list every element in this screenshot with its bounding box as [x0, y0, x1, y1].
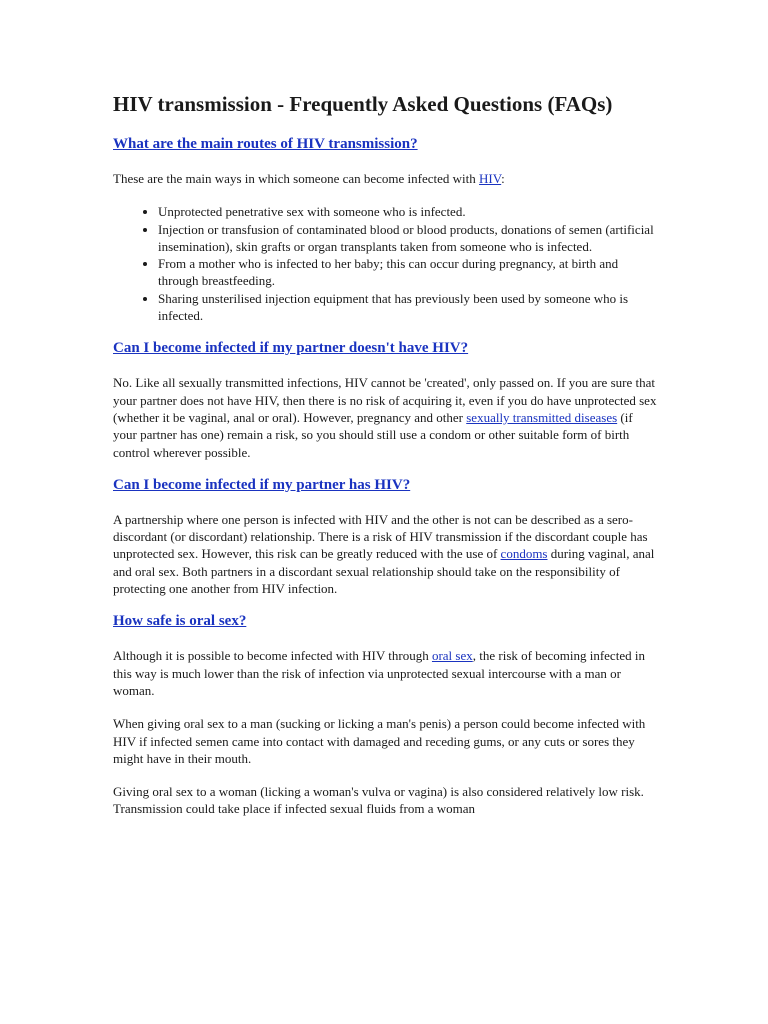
page-title: HIV transmission - Frequently Asked Questions (FAQs) [113, 92, 613, 116]
faq-section-routes [113, 134, 658, 324]
faq-section-negative-partner [113, 338, 658, 460]
answer-text: Although it is possible to become infected with HIV through [113, 648, 432, 664]
negative-partner-answer [113, 374, 658, 460]
routes-list [113, 203, 658, 324]
routes-intro-colon: : [501, 171, 505, 186]
faq-heading-negative-partner[interactable]: Can I become infected if my partner doesn't have HIV? [113, 340, 469, 357]
faq-heading-routes[interactable]: What are the main routes of HIV transmission? [113, 136, 418, 152]
answer-text-end: (if your partner has one) remain a risk, so you should still use a condom or other suitable form of birth control wherever possible. [113, 409, 633, 460]
routes-intro [113, 170, 658, 187]
routes-intro-text: These are the main ways in which someone can become infected with [113, 171, 480, 186]
positive-partner-answer [113, 511, 658, 597]
list-item: • Injection or transfusion of contaminated blood or blood products, donations of semen (artificial insemination), skin grafts or organ transplants taken from someone who is infected. [158, 221, 658, 256]
answer-text: A partnership where one person is infected with HIV and the other is not can be described as a sero-discordant (or discordant) relationship. There is a risk of HIV transmission if the discordant couple has unprotected sex. However, this risk can be greatly reduced with the use of [113, 511, 648, 562]
faq-heading-oral-sex[interactable]: How safe is oral sex? [113, 613, 247, 630]
std-link[interactable]: sexually transmitted diseases [466, 409, 618, 425]
answer-text: No. Like all sexually transmitted infections, HIV cannot be 'created', only passed on. If you are sure that your partner does not have HIV, then there is no risk of acquiring it, even if you do have unprotected sex (whether it be vaginal, anal or oral). However, pregnancy and other [113, 375, 657, 425]
condoms-link[interactable]: condoms [500, 546, 548, 562]
faq-section-positive-partner [113, 475, 658, 597]
oral-sex-answer-3: Giving oral sex to a woman (licking a woman's vulva or vagina) is also considered relatively low risk. Transmission could take place if infected sexual fluids from a woman [113, 784, 644, 817]
answer-text-end: during vaginal, anal and oral sex. Both partners in a discordant sexual relationship should take on the responsibility of protecting one another from HIV infection. [113, 546, 655, 597]
list-item: • From a mother who is infected to her baby; this can occur during pregnancy, at birth and through breastfeeding. [158, 255, 658, 290]
list-item: • Sharing unsterilised injection equipment that has previously been used by someone who is infected. [158, 290, 658, 325]
list-item: • Unprotected penetrative sex with someone who is infected. [158, 203, 658, 220]
document-page [113, 90, 658, 818]
hiv-link[interactable]: HIV [479, 171, 502, 186]
faq-heading-positive-partner[interactable]: Can I become infected if my partner has HIV? [113, 476, 411, 493]
oral-sex-answer-2: When giving oral sex to a man (sucking or licking a man's penis) a person could become infected with HIV if infected semen came into contact with damaged and receding gums, or any cuts or sores they might have in their mouth. [113, 716, 646, 766]
faq-section-oral-sex [113, 611, 658, 817]
answer-text-end: , the risk of becoming infected in this way is much lower than the risk of infection via unprotected sexual intercourse with a man or woman. [113, 648, 645, 698]
oral-sex-link[interactable]: oral sex [431, 648, 473, 664]
oral-sex-answer-1 [113, 647, 658, 699]
